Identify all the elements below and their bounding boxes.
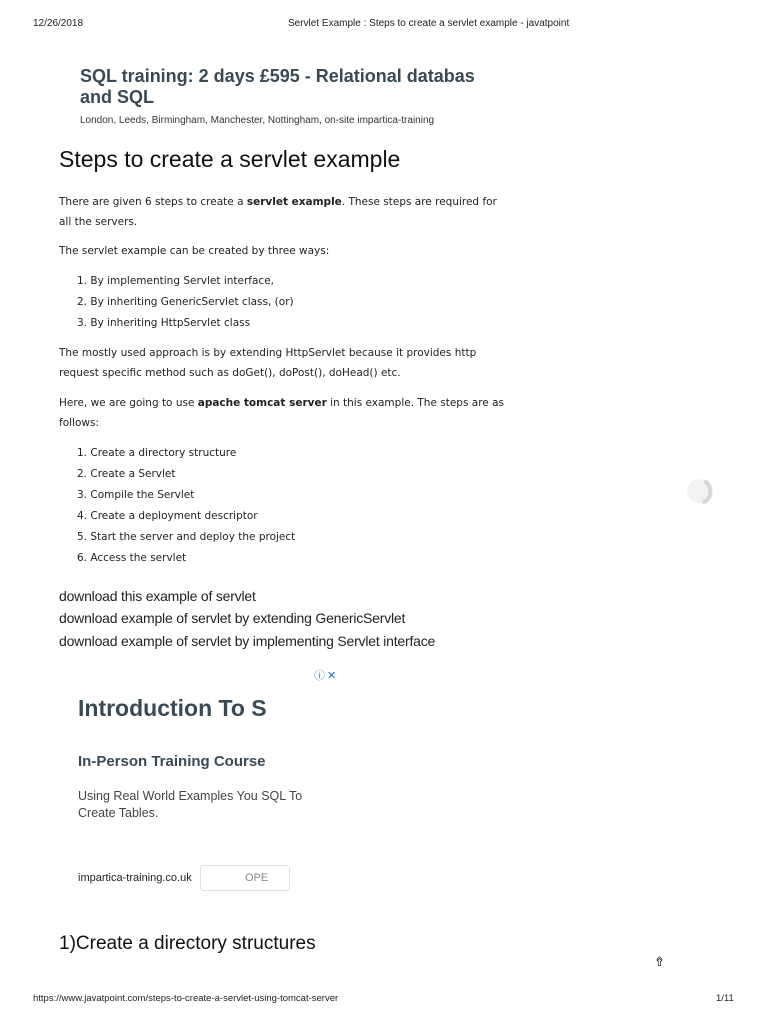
tomcat-text-start: Here, we are going to use: [59, 397, 198, 409]
list-item: 1. By implementing Servlet interface,: [77, 275, 274, 287]
list-item: 3. Compile the Servlet: [77, 489, 195, 501]
ad-open-button[interactable]: OPE: [200, 865, 290, 891]
ad-headline: Introduction To S: [78, 695, 267, 721]
tomcat-paragraph: [59, 393, 504, 433]
print-url: https://www.javatpoint.com/steps-to-create-a-servlet-using-tomcat-server: [33, 993, 339, 1004]
approach-paragraph: The mostly used approach is by extending HttpServlet because it provides http request specific method such as doGet(), doPost(), doHead() etc.: [59, 347, 477, 379]
section-heading: 1)Create a directory structures: [59, 933, 316, 954]
steps-list: [77, 443, 295, 569]
intro-text-end: . These steps are required for all the servers.: [59, 196, 497, 228]
scroll-top-icon[interactable]: ⇮: [654, 955, 665, 970]
ad-subhead: In-Person Training Course: [78, 753, 266, 770]
list-item-text: By implementing Servlet interface,: [90, 275, 274, 287]
intro-bold: servlet example: [246, 196, 342, 208]
list-item-text: By inheriting HttpServlet class: [90, 317, 251, 329]
top-ad-title-line1: SQL training: 2 days £595 - Relational databas: [80, 66, 475, 86]
list-item-text: Start the server and deploy the project: [90, 531, 296, 543]
list-item-text: By inheriting GenericServlet class, (or): [90, 296, 294, 308]
list-item-text: Create a deployment descriptor: [90, 510, 258, 522]
print-page-title: Servlet Example : Steps to create a servlet example - javatpoint: [288, 18, 570, 29]
print-date: 12/26/2018: [33, 18, 84, 29]
list-item: 2. Create a Servlet: [77, 468, 176, 480]
list-item: 2. By inheriting GenericServlet class, (or): [77, 296, 294, 308]
loading-spinner-icon: [684, 476, 718, 506]
list-item: 3. By inheriting HttpServlet class: [77, 317, 251, 329]
list-item-text: Create a Servlet: [90, 468, 176, 480]
intro-paragraph: [59, 192, 509, 232]
print-page-number: 1/11: [716, 993, 734, 1004]
ad-controls: [312, 667, 336, 683]
tomcat-bold: apache tomcat server: [197, 397, 327, 409]
close-icon[interactable]: ✕: [327, 670, 337, 682]
list-item-text: Access the servlet: [90, 552, 187, 564]
list-item-text: Create a directory structure: [90, 447, 237, 459]
ad-domain: impartica-training.co.uk: [78, 872, 192, 884]
download-example-link[interactable]: download this example of servlet: [59, 588, 256, 604]
list-item: 6. Access the servlet: [77, 552, 187, 564]
list-item: 4. Create a deployment descriptor: [77, 510, 258, 522]
page-title: Steps to create a servlet example: [59, 146, 401, 172]
top-ad-title-line2: and SQL: [80, 87, 155, 107]
mid-ad[interactable]: [78, 695, 303, 900]
list-item: 5. Start the server and deploy the project: [77, 531, 296, 543]
tomcat-text-end: in this example. The steps are as follows:: [59, 397, 504, 429]
intro-text-start: There are given 6 steps to create a: [59, 196, 247, 208]
top-ad-subtitle: London, Leeds, Birmingham, Manchester, Nottingham, on-site impartica-training: [80, 115, 435, 126]
info-icon[interactable]: ⓘ: [314, 670, 325, 682]
list-item-text: Compile the Servlet: [90, 489, 195, 501]
ways-intro: The servlet example can be created by three ways:: [59, 245, 330, 257]
top-ad-title[interactable]: [80, 66, 475, 108]
list-item: 1. Create a directory structure: [77, 447, 237, 459]
download-genericservlet-link[interactable]: download example of servlet by extending GenericServlet: [59, 610, 406, 626]
ad-description: Using Real World Examples You SQL To Create Tables.: [78, 789, 303, 820]
download-servlet-interface-link[interactable]: download example of servlet by implementing Servlet interface: [59, 633, 436, 649]
ways-list: [77, 271, 294, 334]
